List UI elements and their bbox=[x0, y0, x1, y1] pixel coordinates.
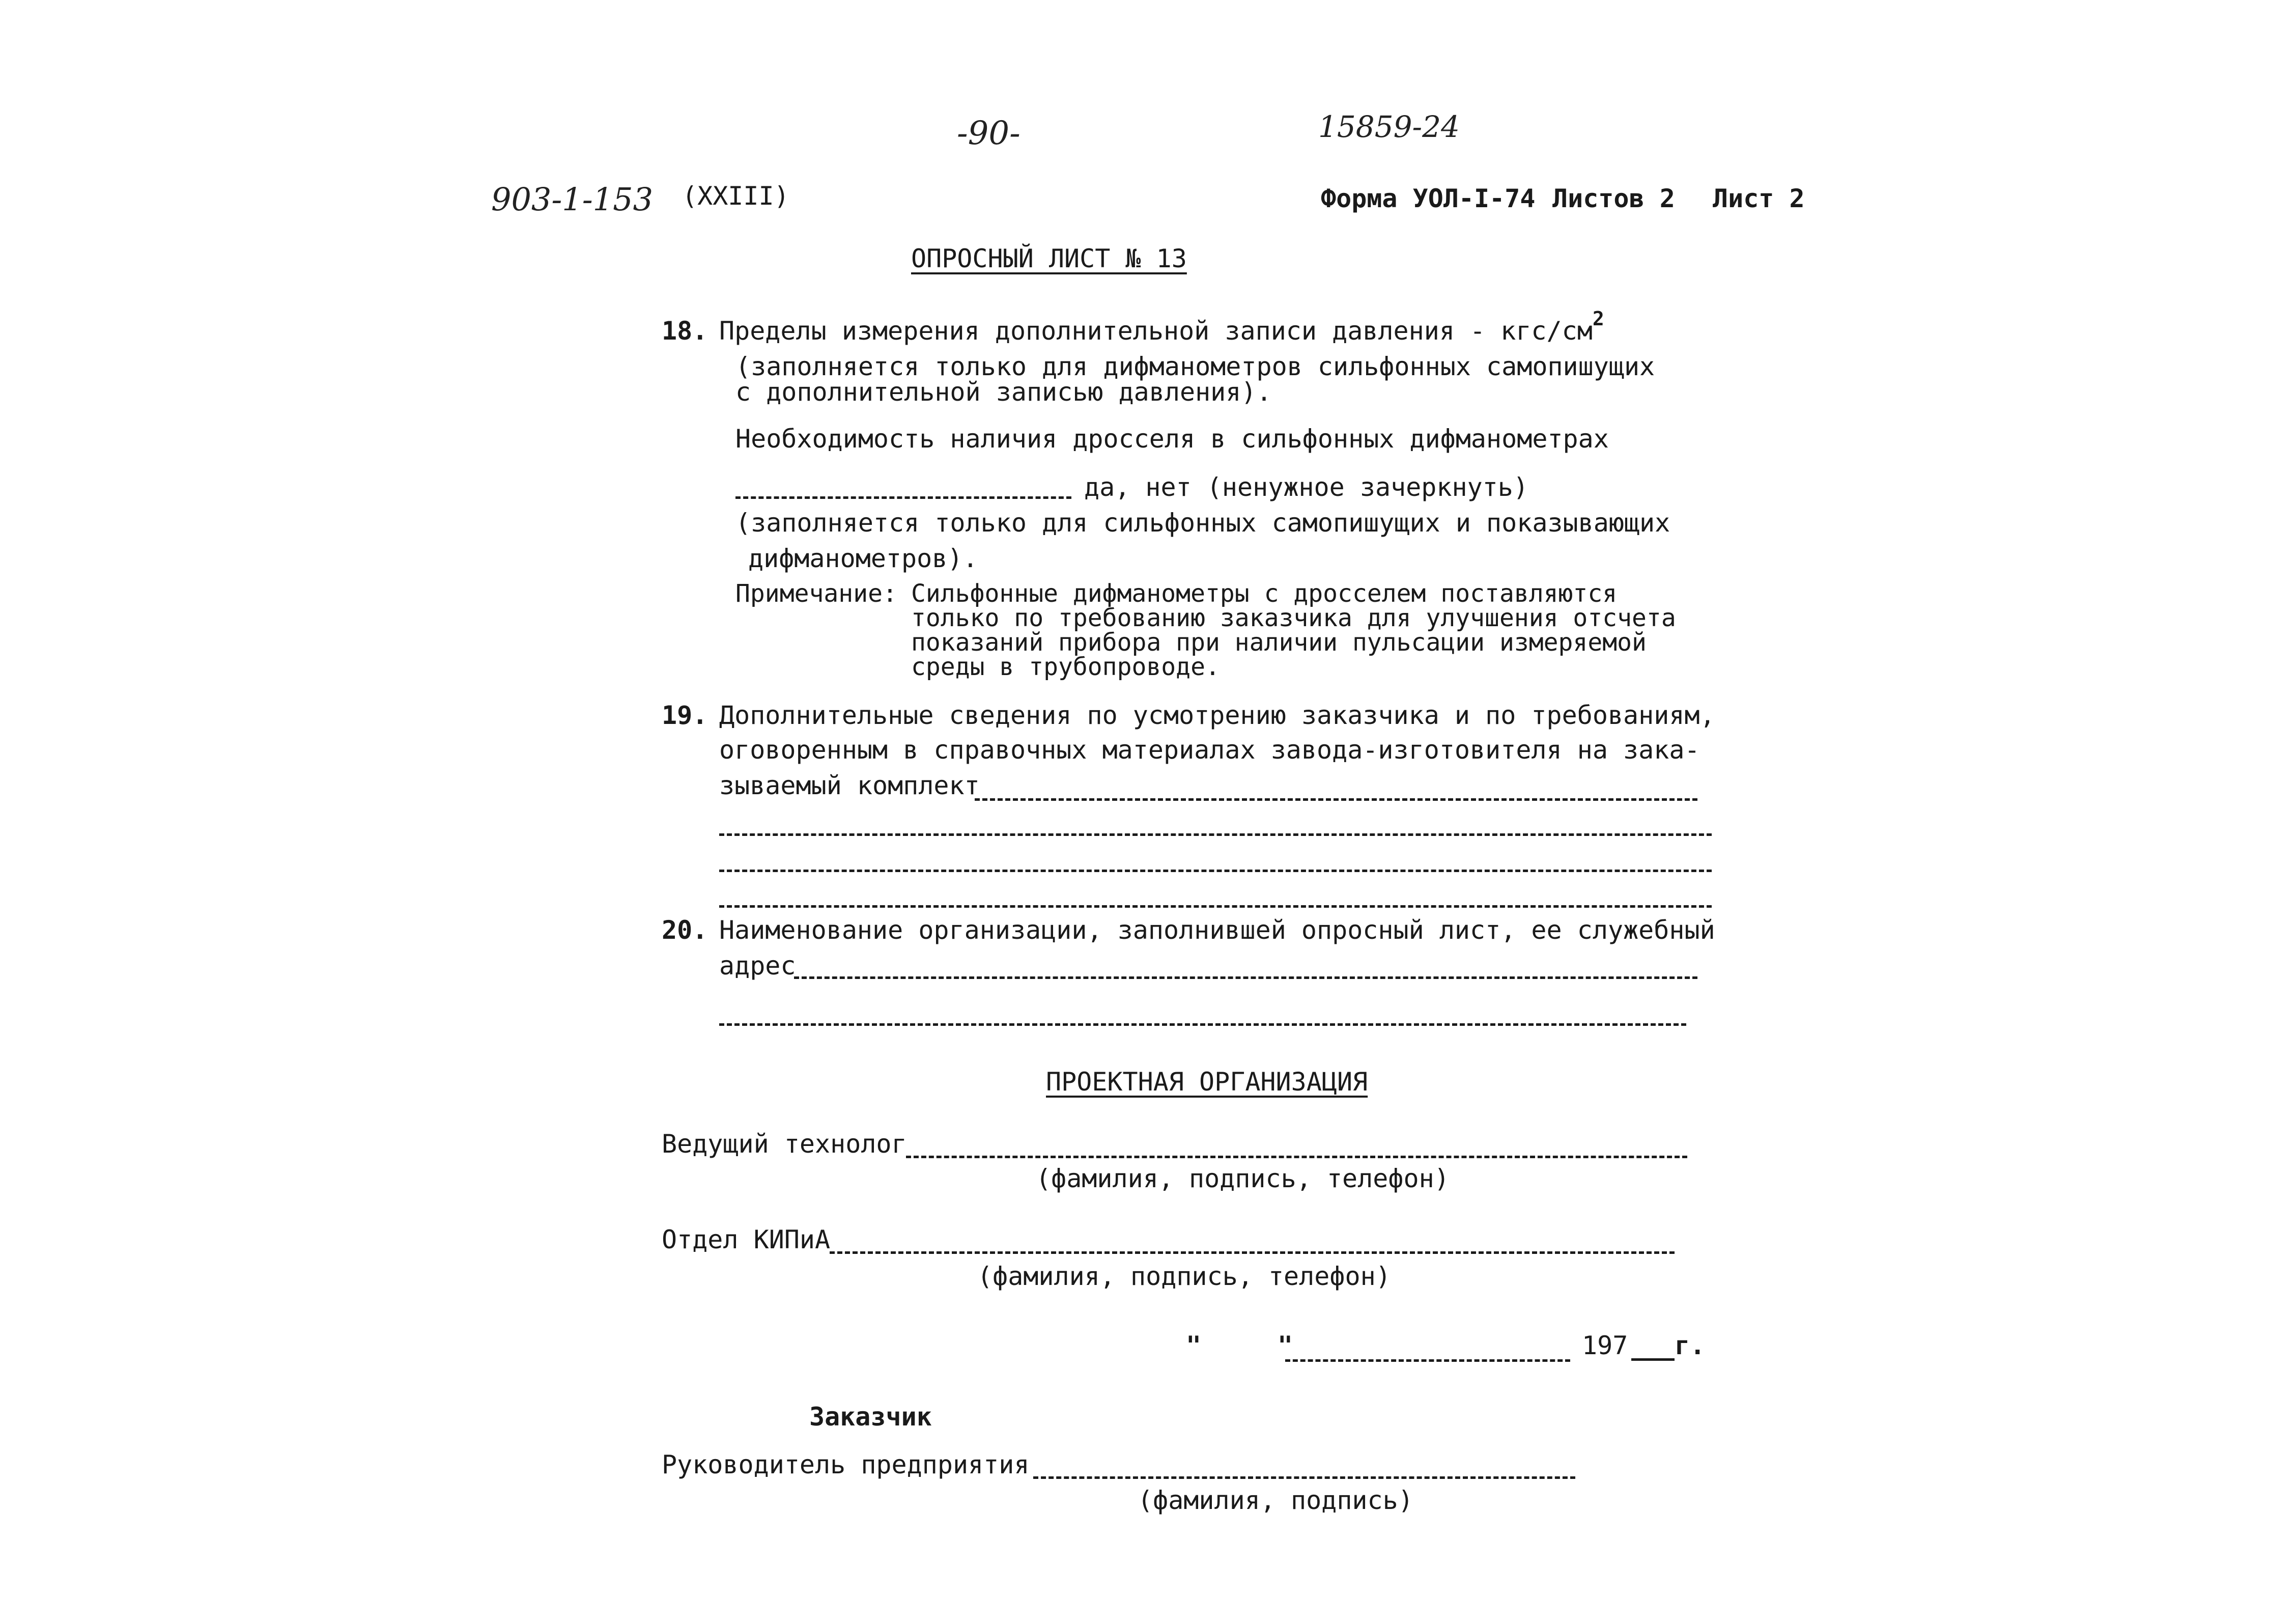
lead-technologist-line bbox=[906, 1156, 1687, 1158]
kipia-dept-caption: (фамилия, подпись, телефон) bbox=[977, 1262, 1391, 1291]
remark-label: Примечание: bbox=[735, 579, 897, 608]
throttle-answer-line bbox=[735, 496, 1071, 499]
item-19-line1: Дополнительные сведения по усмотрению заказчика и по требованиям, bbox=[719, 701, 1715, 730]
enterprise-head-label: Руководитель предприятия bbox=[662, 1450, 1030, 1479]
sheets-total: Листов 2 bbox=[1552, 184, 1675, 213]
document-code: 15859-24 bbox=[1318, 109, 1460, 144]
item-18-text: Пределы измерения дополнительной записи давления - кгс/$см^2$ bbox=[719, 307, 1604, 346]
throttle-note-line2: дифманометров). bbox=[748, 544, 978, 573]
date-line bbox=[1285, 1359, 1570, 1362]
item-20-line1: Наименование организации, заполнившей опросный лист, ее служебный bbox=[719, 915, 1715, 945]
lead-technologist-label: Ведущий технолог bbox=[662, 1129, 907, 1159]
form-title: ОПРОСНЫЙ ЛИСТ № 13 bbox=[911, 244, 1187, 273]
project-roman-number: (XXIII) bbox=[682, 181, 789, 211]
remark-line-2: только по требованию заказчика для улучшения отсчета bbox=[911, 604, 1676, 632]
lead-technologist-caption: (фамилия, подпись, телефон) bbox=[1036, 1164, 1450, 1193]
date-suffix: г. bbox=[1675, 1331, 1706, 1360]
date-quote-open: " bbox=[1186, 1331, 1202, 1360]
item-19-number: 19. bbox=[662, 701, 708, 730]
remark-line-1: Сильфонные дифманометры с дросселем поставляются bbox=[911, 579, 1618, 608]
sheet-number: Лист 2 bbox=[1713, 184, 1805, 213]
item-19-fill-line-4 bbox=[719, 905, 1712, 908]
item-20-fill-line-1 bbox=[794, 976, 1697, 979]
item-18-note-line2: с дополнительной записью давления). bbox=[735, 377, 1272, 407]
item-20-fill-line-2 bbox=[719, 1023, 1686, 1026]
item-19-fill-line-2 bbox=[719, 833, 1712, 836]
remark-line-3: показаний прибора при наличии пульсации измеряемой bbox=[911, 628, 1647, 657]
form-label: Форма УОЛ-I-74 bbox=[1321, 184, 1536, 213]
throttle-question: Необходимость наличия дросселя в сильфонных дифманометрах bbox=[735, 424, 1609, 454]
item-19-fill-line-3 bbox=[719, 870, 1712, 872]
item-19-line2: оговоренным в справочных материалах завода-изготовителя на зака- bbox=[719, 735, 1700, 765]
design-org-title: ПРОЕКТНАЯ ОРГАНИЗАЦИЯ bbox=[1046, 1067, 1368, 1097]
date-quote-close: " bbox=[1278, 1331, 1293, 1360]
throttle-options: да, нет (ненужное зачеркнуть) bbox=[1084, 472, 1528, 502]
item-20-number: 20. bbox=[662, 915, 708, 945]
item-18-note-line1: (заполняется только для дифманометров сильфонных самопишущих bbox=[735, 352, 1655, 381]
project-code: 903-1-153 bbox=[491, 181, 654, 218]
item-18-number: 18. bbox=[662, 316, 708, 346]
enterprise-head-line bbox=[1033, 1476, 1575, 1479]
date-year: 197 bbox=[1582, 1331, 1628, 1360]
date-year-blank bbox=[1631, 1358, 1675, 1361]
item-20-line2: адрес bbox=[719, 951, 796, 981]
enterprise-head-caption: (фамилия, подпись) bbox=[1138, 1486, 1413, 1515]
item-19-fill-line-1 bbox=[975, 798, 1697, 801]
page-number: -90- bbox=[957, 115, 1021, 152]
kipia-dept-line bbox=[830, 1251, 1675, 1254]
item-19-line3: зываемый комплект bbox=[719, 771, 980, 800]
superscript-2: 2 bbox=[1592, 307, 1604, 330]
remark-line-4: среды в трубопроводе. bbox=[911, 653, 1220, 681]
kipia-dept-label: Отдел КИПиА bbox=[662, 1225, 831, 1254]
throttle-note-line1: (заполняется только для сильфонных самопишущих и показывающих bbox=[735, 508, 1670, 538]
customer-title: Заказчик bbox=[809, 1402, 932, 1432]
